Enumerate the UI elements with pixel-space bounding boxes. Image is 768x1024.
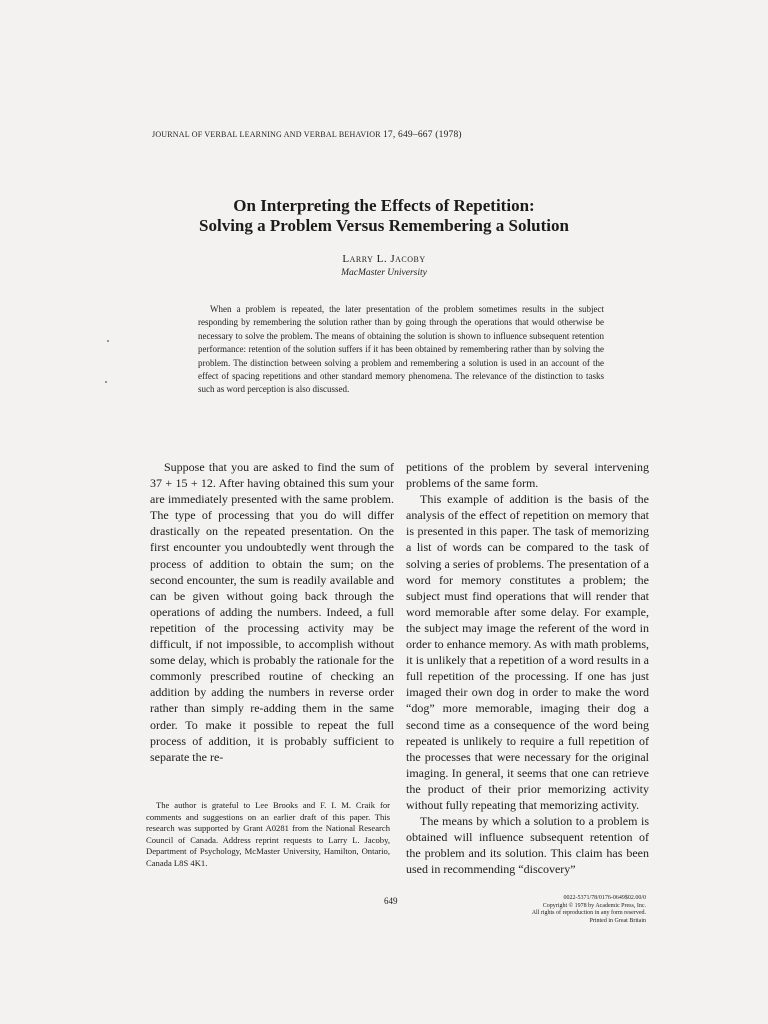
copyright-line: Printed in Great Britain <box>589 917 646 924</box>
journal-header <box>152 130 622 140</box>
journal-volume: 17, 649–667 (1978) <box>382 130 462 140</box>
body-paragraph: Suppose that you are asked to find the sum of 37 + 15 + 12. After having obtained this sum your are immediately presented with the same problem. The type of processing that you do will differ drastically on the repeated presentation. On the first encounter you undoubtedly went through the process of addition to obtain the sum; on the second encounter, the sum is readily available and can be given without going back through the operations of adding the numbers. Indeed, a full repetition of the processing activity may be difficult, if not impossible, to accomplish without some delay, which is probably the rationale for the commonly prescribed routine of checking an addition by adding the numbers in reverse order rather than simply re-adding them in the same order. To make it possible to repeat the full process of addition, it is probably sufficient to separate the re- <box>150 460 394 764</box>
title-line-1: On Interpreting the Effects of Repetition: <box>233 196 535 215</box>
author-name: Larry L. Jacoby <box>342 253 426 265</box>
author-affiliation: MacMaster University <box>341 268 427 278</box>
page-number: 649 <box>384 896 398 906</box>
scan-speck <box>107 340 109 342</box>
title-line-2: Solving a Problem Versus Remembering a Solution <box>199 216 569 235</box>
body-column-right <box>406 459 649 877</box>
article-title <box>140 196 628 236</box>
body-paragraph-continued: petitions of the problem by several intervening problems of the same form. <box>406 460 649 491</box>
copyright-line: 0022-5371/78/0176-0649$02.00/0 <box>563 895 646 901</box>
journal-name: JOURNAL OF VERBAL LEARNING AND VERBAL BEHAVIOR <box>152 130 381 139</box>
abstract: When a problem is repeated, the later presentation of the problem sometimes results in the subject responding by remembering the solution rather than by going through the operations that would otherwise be necessary to solve the problem. The means of obtaining the solution is shown to influence subsequent retention performance: retention of the solution suffers if it has been obtained by remembering rather than by solving the problem. The distinction between solving a problem and remembering a solution is used in an account of the effect of spacing repetitions and other standard memory phenomena. The relevance of the distinction to tasks such as word perception is also discussed. <box>198 304 604 395</box>
author-footnote: The author is grateful to Lee Brooks and F. I. M. Craik for comments and suggestions on an earlier draft of this paper. This research was supported by Grant A0281 from the National Research Council of Canada. Address reprint requests to Larry L. Jacoby, Department of Psychology, McMaster University, Hamilton, Ontario, Canada L8S 4K1. <box>146 800 390 868</box>
body-column-left <box>150 459 394 765</box>
copyright-line: All rights of reproduction in any form reserved. <box>531 910 646 917</box>
copyright-line: Copyright © 1978 by Academic Press, Inc. <box>542 902 646 909</box>
scan-speck <box>105 381 107 383</box>
copyright-notice <box>470 895 646 925</box>
body-paragraph: The means by which a solution to a problem is obtained will influence subsequent retention of the problem and its solution. This claim has been used in recommending “discovery” <box>406 814 649 877</box>
body-paragraph: This example of addition is the basis of the analysis of the effect of repetition on memory that is presented in this paper. The task of memorizing a list of words can be compared to the task of solving a series of problems. The presentation of a word for memory constitutes a problem; the subject must find operations that will render that word memorable after some delay. For example, the subject may image the referent of the word in order to enhance memory. As with math problems, it is unlikely that a repetition of a word results in a full repetition of the processing. If one has just imaged their own dog in order to make the word “dog” more memorable, imaging their dog a second time as a consequence of the word being repeated is unlikely to require a full repetition of the processes that were necessary for the original imaging. In general, it seems that one can retrieve the product of their prior memorizing activity without fully repeating that memorizing activity. <box>406 492 649 812</box>
